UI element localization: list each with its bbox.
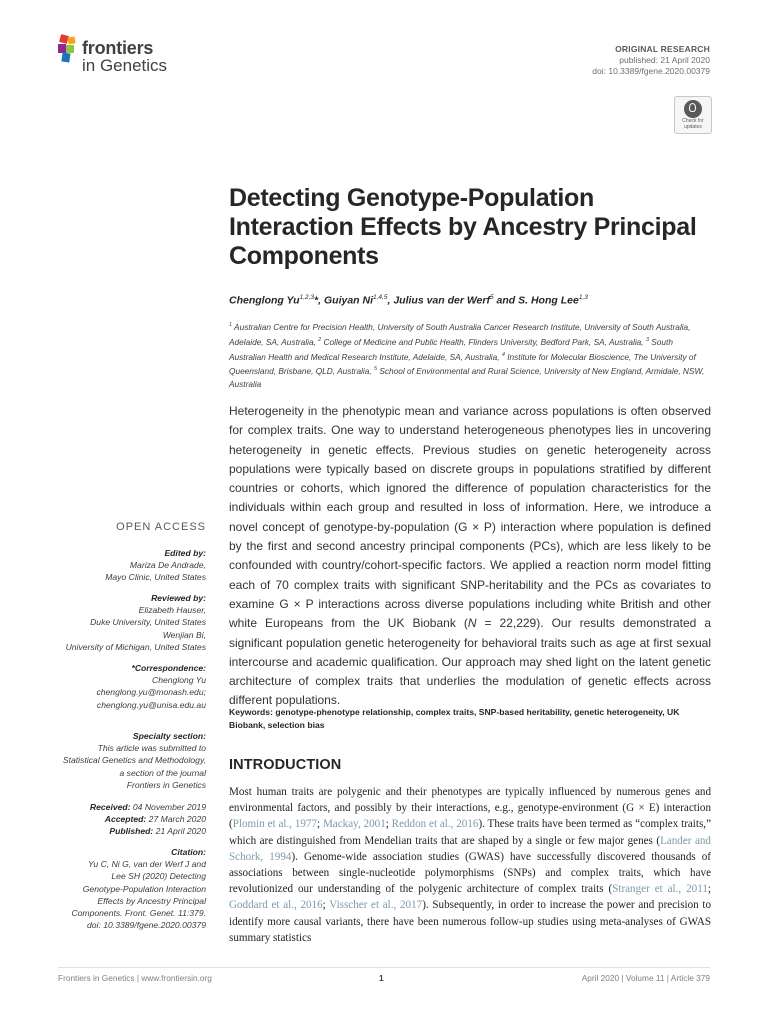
footer-divider [58,967,710,968]
author-affiliation-marker: 1,4,5 [373,294,388,301]
author-affiliation-marker: 1,2,3 [299,294,315,301]
email-link[interactable]: chenglong.yu@monash.edu; [96,687,206,698]
citation-heading: Citation: [171,847,206,857]
author-affiliation-marker: 1,3 [578,294,588,301]
reviewer-line: Duke University, United States [90,617,206,628]
author-list [229,294,709,307]
reviewer-line: Elizabeth Hauser, [138,605,206,616]
author-separator: , [318,294,324,307]
citation-line: Yu C, Ni G, van der Werf J and [88,859,206,870]
reviewed-by-section [58,592,206,653]
footer-volume: April 2020 | Volume 11 | Article 379 [581,973,710,983]
introduction-text [229,784,711,946]
frontiers-logo-icon [57,34,81,64]
article-title: Detecting Genotype-Population Interaction Effects by Ancestry Principal Components [229,184,697,270]
citation-link[interactable]: Visscher et al., 2017 [329,899,423,912]
citation-link[interactable]: Lander and Schork, 1994 [229,834,711,863]
check-updates-icon [684,100,702,118]
citation-line: Effects by Ancestry Principal [97,895,206,906]
intro-text-segment: ). Subsequently, in order to increase the power and precision to identify more causal variants, there have been numerous follow-up studies using meta-analyses of GWAS summary statistics [229,899,712,944]
edited-by-section [58,547,206,584]
intro-text-segment: ; [317,818,323,831]
dates-section [58,801,206,838]
affiliations [229,319,711,391]
published-date: published: 21 April 2020 [619,55,710,65]
affiliation-marker: 2 [318,336,322,343]
specialty-section [58,730,206,791]
journal-logo[interactable] [57,34,207,80]
correspondence-name: Chenglong Yu [152,675,206,686]
affiliation-text: Australian Centre for Precision Health, University of South Australia Cancer Research Institute, University of South Australia, Adelaide, SA, Australia, [229,321,691,347]
check-for-updates-button[interactable] [674,96,712,134]
logo-text-journal: in Genetics [82,56,168,75]
page-number: 1 [379,973,384,983]
reviewer-line: University of Michigan, United States [65,641,206,652]
affiliation-text: Institute for Molecular Bioscience, The University of Queensland, Brisbane, QLD, Australia, [229,351,696,377]
affiliation-text: College of Medicine and Public Health, Flinders University, Bedford Park, SA, Australia, [321,336,646,347]
introduction-heading: INTRODUCTION [229,757,342,773]
intro-text-segment: ). These traits have been termed as “complex traits,” which are distinguished from Mendelian traits that are shaped by a single or few major genes ( [229,818,711,847]
citation-line: Components. Front. Genet. 11:379. [71,908,206,919]
correspondence-heading: *Correspondence: [131,663,206,673]
specialty-heading: Specialty section: [132,731,206,741]
keywords-label: Keywords: [229,707,273,717]
abstract: Heterogeneity in the phenotypic mean and variance across populations is often observed for complex traits. One way to understand heterogeneous phenotypes lies in uncovering heterogeneity in genetic effects. Previous studies on genetic heterogeneity across populations were typically based on discrete groups in populations stratified by different countries or cohorts, which ignored the difference of population characteristics for the individuals within each group and resulted in loss of information. Here, we introduce a novel concept of genotype-by-population (G × P) interaction where population is defined by the first and second ancestry principal components (PCs), which are less likely to be confounded with country/cohort-specific factors. We applied a reaction norm model fitting each of 70 complex traits with significant SNP-heritability and the PCs as covariates to examine G × P interactions across diverse populations including white British and other white Europeans from the UK Biobank (N = 22,229). Our results demonstrated a significant population genetic heterogeneity for behavioral traits such as age at first sexual intercourse and academic qualification. Our approach may shed light on the latent genetic architecture of complex traits that underlies the modulation of genetic effects across different populations. [229,404,711,708]
author-name[interactable]: Julius van der Werf [393,294,490,307]
editor-line: Mayo Clinic, United States [105,572,206,583]
citation-link[interactable]: Mackay, 2001 [322,818,386,831]
citation-line: Genotype-Population Interaction [82,883,206,894]
citation-link[interactable]: Reddon et al., 2016 [391,818,479,831]
article-meta-header [592,44,710,77]
specialty-line: Statistical Genetics and Methodology, [62,755,206,766]
author-name[interactable]: Guiyan Ni [323,294,373,307]
author-name[interactable]: Chenglong Yu [229,294,300,307]
email-link[interactable]: chenglong.yu@unisa.edu.au [96,699,206,710]
affiliation-marker: 1 [229,322,233,328]
received-date: Received: 04 November 2019 [89,802,206,812]
edited-by-heading: Edited by: [164,548,206,558]
affiliation-text: School of Environmental and Rural Science, University of New England, Armidale, NSW, Australia [229,366,705,390]
correspondence-section [58,662,206,711]
author-separator: , [387,294,394,307]
reviewed-by-heading: Reviewed by: [151,593,206,603]
accepted-date: Accepted: 27 March 2020 [104,814,206,825]
doi-link[interactable]: doi: 10.3389/fgene.2020.00379 [592,66,710,76]
article-type: ORIGINAL RESEARCH [615,44,710,54]
editor-line: Mariza De Andrade, [129,560,206,571]
affiliation-marker: 3 [645,336,649,343]
affiliation-marker: 5 [373,366,378,373]
open-access-label: OPEN ACCESS [116,521,206,533]
corresponding-author-marker: * [314,294,319,307]
intro-text-segment: ; [707,883,711,896]
footer-journal-link[interactable]: Frontiers in Genetics | www.frontiersin.org [58,973,212,983]
check-updates-label: Check for updates [682,118,704,130]
intro-text-segment: Most human traits are polygenic and their phenotypes are typically influenced by numerous genes and environmental factors, and possibly by their interactions, e.g., genotype-environment (G × E) interaction ( [229,786,711,831]
citation-link[interactable]: Goddard et al., 2016 [229,899,323,912]
specialty-line: a section of the journal [119,767,206,778]
citation-link[interactable]: Plomin et al., 1977 [232,818,318,831]
specialty-line: Frontiers in Genetics [126,779,206,790]
intro-text-segment: ). Genome-wide association studies (GWAS) have successfully discovered thousands of associations between single-nucleotide polymorphisms (SNPs) and complex traits, which have revolutionized our understanding of the polygenic architecture of complex traits ( [229,850,711,896]
author-affiliation-marker: 5 [489,294,494,301]
citation-link[interactable]: Stranger et al., 2011 [612,883,708,896]
published-date-sidebar: Published: 21 April 2020 [109,826,206,837]
intro-text-segment: ; [322,899,330,912]
citation-section [58,846,206,931]
author-separator: and [493,294,519,307]
affiliation-text: South Australian Health and Medical Research Institute, Adelaide, SA, Australia, [229,336,673,362]
reviewer-line: Wenjian Bi, [162,629,206,640]
citation-doi-link[interactable]: doi: 10.3389/fgene.2020.00379 [87,920,206,931]
citation-line: Lee SH (2020) Detecting [111,871,206,882]
logo-text-frontiers: frontiers [82,38,154,58]
affiliation-marker: 4 [501,351,505,358]
author-name[interactable]: S. Hong Lee [518,294,579,307]
keywords [229,706,711,731]
specialty-line: This article was submitted to [97,743,206,754]
keywords-text: genotype-phenotype relationship, complex traits, SNP-based heritability, genetic heterogeneity, UK Biobank, selection bias [229,707,680,730]
intro-text-segment: ; [385,818,392,831]
